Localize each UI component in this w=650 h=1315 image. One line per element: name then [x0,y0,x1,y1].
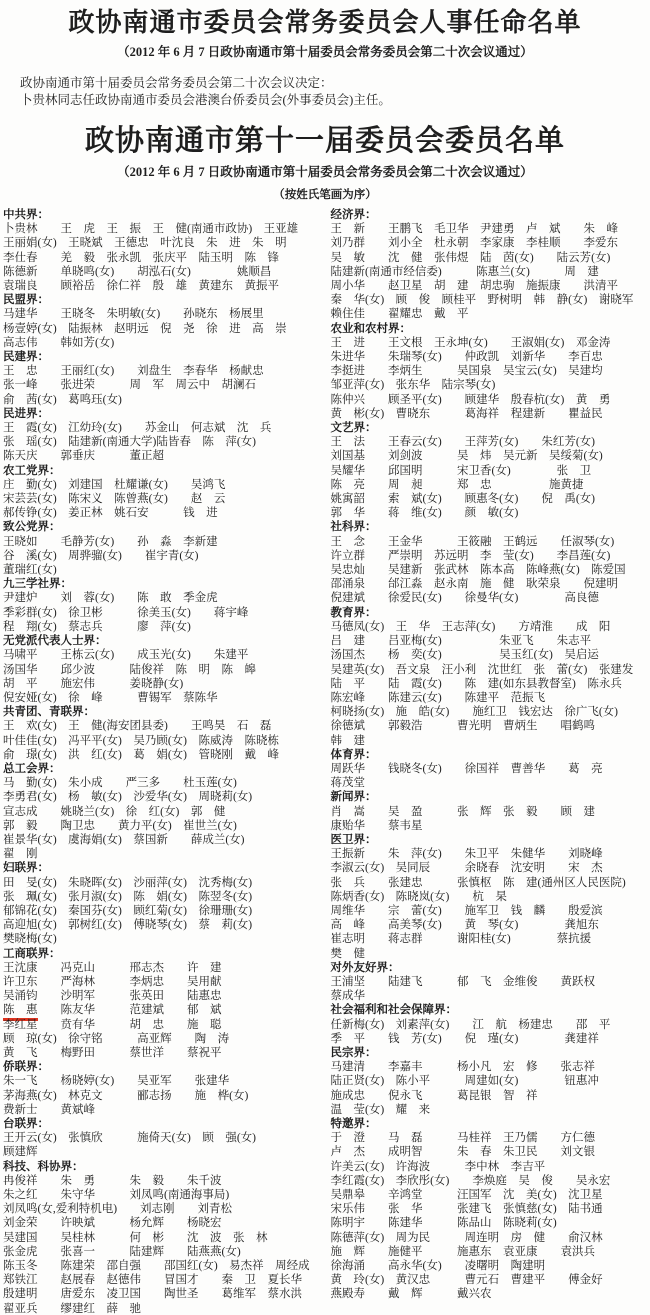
name-row: 刘国基 刘剑波 吴 炜 吴元新 吴绥菊(女) [330,450,603,463]
name-row: 殷建明 唐爱东 凌卫国 陶世圣 葛维军 蔡水洪 [3,1288,302,1301]
name-row: 陆 平 陆 霞(女) 陈 建(如东县教督室) 陈永兵 [330,677,622,690]
name-row: 李红星 贲有华 胡 忠 施 聪 [3,1018,222,1031]
name-row: 张 珮(女) 张月淑(女) 陈 娟(女) 陈翌冬(女) [3,890,253,903]
name-row: 王晓如 毛静芳(女) 孙 淼 李新建 [3,535,218,548]
name-row: 黄 彬(女) 曹晓东 葛海祥 程建新 瞿益民 [330,407,603,420]
name-row: 谷 溪(女) 周骅骝(女) 崔宇青(女) [3,549,199,562]
name-row: 吕 建 吕亚梅(女) 朱亚飞 朱志平 [330,635,592,648]
section [3,1160,326,1315]
section-title: 医卫界： [330,833,377,846]
name-row: 宋芸芸(女) 陈宋义 陈曾燕(女) 赵 云 [3,493,226,506]
name-row: 费新士 黄斌峰 [3,1103,95,1116]
name-row: 蒋茂堂 [330,777,365,790]
name-row: 赖住佳 翟耀忠 戴 平 [330,308,469,321]
name-row: 胡 平 施宏伟 姜晓静(女) [3,677,184,690]
name-row: 吴涌钧 沙明军 张英田 陆惠忠 [3,990,222,1003]
name-row: 高志伟 韩如芳(女) [3,336,115,349]
name-row: 高 峰 高美琴(女) 黄 琴(女) 龚旭东 [330,919,599,932]
roster-title: 政协南通市第十一届委员会委员名单 [84,125,565,157]
name-row: 王 进 王文根 王永坤(女) 王淑娟(女) 邓金涛 [330,336,611,349]
name-row: 周跃华 钱晓冬(女) 徐国祥 曹善华 葛 亮 [330,762,603,775]
name-row: 王 忠 王丽红(女) 刘盘生 李春华 杨献忠 [3,365,264,378]
section [3,762,326,861]
name-row: 郑铁江 赵展春 赵德伟 冒国才 秦 卫 夏长华 [3,1274,302,1287]
section-title: 妇联界： [3,862,49,875]
name-row: 于 澄 马 磊 马桂祥 王乃儒 方仁德 [330,1132,595,1145]
name-row: 马 勤(女) 朱小成 严三多 杜玉莲(女) [3,777,237,790]
name-row: 茅海燕(女) 林克文 郦志扬 施 桦(女) [3,1089,249,1102]
name-row: 马德凤(女) 王 华 王志萍(女) 方靖淮 成 阳 [330,620,611,633]
section-title: 工商联界： [3,947,61,960]
section [3,350,326,407]
section-title: 体育界： [330,748,377,761]
appointment-subtitle: （2012 年 6 月 7 日政协南通市第十届委员会常务委员会第二十次会议通过） [117,45,533,59]
section-title: 教育界： [330,606,377,619]
name-row: 周维华 宗 蕾(女) 施军卫 钱 麟 殷爱滨 [330,904,603,917]
name-row: 陆建新(南通市经信委) 陈惠兰(女) 周 建 [330,265,599,278]
section-title: 民盟界： [3,294,49,307]
section [3,464,326,521]
section [3,947,326,1061]
name-row: 陈天庆 郭垂庆 董正超 [3,450,164,463]
name-row: 李淑云(女) 吴同辰 余晓春 沈安明 宋 杰 [330,862,603,875]
name-row: 倪安娅(女) 徐 峰 曹锡军 蔡陈华 [3,691,218,704]
section-title: 台联界： [3,1118,49,1130]
name-row: 王开云(女) 张慎欣 施倚天(女) 顾 强(女) [3,1132,256,1145]
section-title: 民建界： [3,351,49,364]
section-title: 共青团、青联界： [3,706,95,719]
name-row: 程 翔(女) 蔡志兵 廖 萍(女) [3,620,191,633]
name-row: 王 念 王金华 王筱融 王鹤远 任淑琴(女) [330,535,615,548]
name-row: 崔志明 蒋志群 谢阳桂(女) 蔡抗援 [330,933,592,946]
name-row: 吴耀华 邱国明 宋卫香(女) 张 卫 [330,464,592,477]
section-title: 对外友好界： [330,961,400,974]
name-row: 康贻华 蔡韦星 [330,819,423,832]
section-title: 民宗界： [330,1046,377,1059]
name-row: 刘凤鸣(女,爱利特机电) 刘志刚 刘青松 [3,1203,233,1216]
name-row: 蔡成华 [330,990,365,1003]
name-row: 施成忠 倪永飞 葛昆银 智 祥 [330,1089,538,1102]
name-row: 陈炳香(女) 陈晓岚(女) 杭 杲 [330,890,507,903]
name-row: 王 新 王鹏飞 毛卫华 尹建勇 卢 斌 朱 峰 [330,223,618,236]
section-title: 经济界： [330,209,377,221]
section [331,790,649,833]
name-row: 陈德新 单晓鸣(女) 胡泓石(女) 姚顺昌 [3,265,272,278]
name-row: 郁锦花(女) 秦国芬(女) 顾红菊(女) 徐珊珊(女) [3,904,253,917]
order-note: （按姓氏笔画为序） [273,189,377,201]
name-row: 季彩群(女) 徐卫彬 徐美玉(女) 蒋宇峰 [3,606,249,619]
section [3,293,326,350]
name-row: 王振新 朱 萍(女) 朱卫平 朱健华 刘晓峰 [330,848,603,861]
name-row: 郝传铮(女) 姜正林 姚石安 钱 进 [3,507,218,520]
name-row: 黄 飞 梅野田 蔡世洋 蔡祝平 [3,1046,222,1059]
name-row: 马啸平 王栋云(女) 成玉光(女) 朱建平 [3,649,249,662]
name-row: 许卫东 严海林 李炳忠 吴用献 [3,975,222,988]
name-row: 张 兵 张建忠 张慎枢 陈 建(通州区人民医院) [330,876,626,889]
section-title: 民进界： [3,407,49,420]
decision-line-2: 卜贵林同志任政协南通市委员会港澳台侨委员会(外事委员会)主任。 [20,93,391,107]
column-right [326,208,649,1315]
name-row: 朱之红 朱守华 刘凤鸣(南通海事局) [3,1189,230,1202]
name-row: 王沈康 冯克山 邢志杰 许 建 [3,961,222,974]
name-row: 任新梅(女) 刘素萍(女) 江 航 杨建忠 邵 平 [330,1018,611,1031]
decision-paragraph [20,75,632,109]
name-row: 陈明宇 陈建华 陈品山 陈晓莉(女) [330,1217,557,1230]
name-row: 陈玉冬 陈建荣 邵自强 邵国红(女) 易杰祥 周经成 [3,1260,310,1273]
name-row: 庄 勤(女) 刘建国 杜耀谦(女) 吴鸿飞 [3,478,226,491]
name-row: 宣志成 姚晓兰(女) 徐 红(女) 郭 健 [3,805,226,818]
section-title: 侨联界： [3,1061,49,1074]
section-title: 社会福利和社会保障界： [330,1004,457,1017]
name-row: 马建华 王晓冬 朱明敏(女) 孙晓东 杨展里 [3,308,264,321]
section [3,407,326,464]
section [3,705,326,762]
name-row: 张金虎 张喜一 陆建辉 陆燕燕(女) [3,1245,241,1258]
name-row: 黄 玲(女) 黄汉忠 曹元石 曹建平 傅金好 [330,1274,603,1287]
name-row: 田 旻(女) 朱晓晖(女) 沙丽萍(女) 沈秀梅(女) [3,876,253,889]
name-row: 杨壹婷(女) 陆振林 赵明远 倪 尧 徐 进 高 崇 [3,322,287,335]
name-row: 陆正贤(女) 陈小平 周建如(女) 钮惠冲 [330,1075,599,1088]
section-title: 社科界： [330,521,377,534]
name-row: 许立群 严崇明 苏远明 李 莹(女) 李昌莲(女) [330,549,611,562]
name-row: 樊 健 [330,947,365,960]
name-row: 吴忠灿 吴建新 张武林 陈本高 陈峰燕(女) 陈爱国 [330,564,626,577]
section [3,861,326,946]
name-row: 柯晓扬(女) 施 皓(女) 施红卫 钱宏达 徐广飞(女) [330,706,618,719]
section [331,748,649,791]
name-row: 徐德斌 郭毅浩 曹光明 曹炳生 唱鹤鸣 [330,720,595,733]
decision-line-1: 政协南通市第十届委员会常务委员会第二十次会议决定： [20,76,333,90]
name-row: 朱进华 朱瑞琴(女) 仲政凯 刘新华 李百忠 [330,351,603,364]
name-row: 马建清 李嘉丰 杨小凡 宏 修 张志祥 [330,1061,595,1074]
section-title: 致公党界： [3,521,61,534]
section-title: 无党派代表人士界： [3,635,107,648]
name-row: 顾 琼(女) 徐守铭 高亚辉 陶 涛 [3,1032,230,1045]
name-row: 汤国杰 杨 奕(女) 吴玉红(女) 吴启运 [330,649,599,662]
name-row: 王 霞(女) 江幼玲(女) 苏金山 何志斌 沈 兵 [3,422,272,435]
highlighted-name: 陈 惠 [3,1003,38,1020]
name-row: 翟 刚 [3,848,38,861]
name-row: 郭 毅 陶卫忠 黄力平(女) 崔世兰(女) [3,819,237,832]
name-row: 冉俊祥 朱 勇 朱 毅 朱千波 [3,1174,222,1187]
section [331,1003,649,1046]
section [331,421,649,520]
name-row: 高迎旭(女) 郭树红(女) 傅晓琴(女) 蔡 莉(女) [3,919,253,932]
section-title: 文艺界： [330,422,377,435]
name-row: 肖 嵩 吴 盈 张 辉 张 毅 顾 建 [330,805,595,818]
name-row: 邵涌泉 邰江淼 赵永南 施 健 耿荣泉 倪建明 [330,578,618,591]
section [3,634,326,705]
name-row: 袁瑞良 顾裕岳 徐仁祥 殷 雄 黄建东 黄振平 [3,280,279,293]
name-row: 朱一飞 杨晓婷(女) 吴亚军 张建华 [3,1075,230,1088]
section-title: 新闻界： [330,791,377,804]
section [331,833,649,961]
section [3,208,326,293]
name-row: 张 瑶(女) 陆建新(南通大学)陆皆春 陈 萍(女) [3,436,256,449]
name-row: 吴鼎皋 辛鸿堂 汪国军 沈 美(女) 沈卫星 [330,1189,603,1202]
name-row: 李挺进 李炳生 吴国泉 吴宝云(女) 吴建均 [330,365,603,378]
section-title: 科技、科协界： [3,1160,84,1173]
name-row: 徐海涌 高永华(女) 凌曙明 陶建明 [330,1260,546,1273]
name-row: 倪建斌 徐爱民(女) 徐曼华(女) 高良德 [330,592,599,605]
name-row: 张一峰 张进荣 周 军 周云中 胡澜石 [3,379,256,392]
name-row: 邹亚萍(女) 张东华 陆宗琴(女) [330,379,496,392]
section [331,1117,649,1302]
section [331,208,649,322]
name-row: 许美云(女) 许海波 李中林 李吉平 [330,1160,546,1173]
name-row: 温 莹(女) 耀 来 [330,1103,431,1116]
name-row: 吴 敏 沈 健 张伟煜 陆 茵(女) 陆云芳(女) [330,251,611,264]
name-row: 王浦坚 陆建飞 郁 飞 金维俊 黄跃权 [330,975,595,988]
section [3,520,326,577]
section [3,1117,326,1160]
name-row: 施 辉 施健平 施惠东 袁亚康 袁洪兵 [330,1245,595,1258]
section-title: 总工会界： [3,762,61,775]
name-row: 宋乐伟 张 华 张建飞 张慎慈(女) 陆书通 [330,1203,603,1216]
name-row: 王 法 王春云(女) 王萍芳(女) 朱红芳(女) [330,436,595,449]
name-row: 陈德萍(女) 周为民 周连明 房 健 俞汉林 [330,1231,603,1244]
name-row: 汤国华 邱少波 陆俊祥 陈 明 陈 皞 [3,663,256,676]
section [331,606,649,748]
name-row: 王 欢(女) 王 健(海安团县委) 王鸣昊 石 磊 [3,720,272,733]
name-row: 李仕春 羌 毅 张永凯 张庆平 陆玉明 陈 锋 [3,251,279,264]
section [3,577,326,634]
section-title: 农工党界： [3,464,61,477]
name-row: 郭 华 蒋 维(女) 颜 敏(女) [330,507,519,520]
name-row: 刘乃群 刘小全 杜永朝 李家康 李桂顺 李爱东 [330,237,618,250]
name-row: 尹建炉 刘 蓉(女) 陈 敢 季金虎 [3,592,218,605]
column-left [3,208,326,1315]
name-row: 季 平 钱 芳(女) 倪 瑾(女) 龚建祥 [330,1032,599,1045]
name-row: 王丽娟(女) 王晓斌 王德忠 叶沈良 朱 进 朱 明 [3,237,287,250]
name-row: 陈 亮 周 昶 郑 忠 施黄捷 [330,478,584,491]
name-row: 卜贵林 王 虎 王 振 王 健(南通市政协) 王亚雄 [3,223,299,236]
name-row: 姚寓韶 索 斌(女) 顾惠冬(女) 倪 禹(女) [330,493,595,506]
name-row: 秦 华(女) 顾 俊 顾桂平 野树明 韩 静(女) 谢晓军 [330,294,634,307]
name-row: 顾建辉 [3,1146,38,1159]
name-row: 燕殿寿 戴 辉 戴兴农 [330,1288,492,1301]
roster-subtitle: （2012 年 6 月 7 日政协南通市第十届委员会常务委员会第二十次会议通过） [117,165,533,179]
section [331,322,649,421]
name-row: 周小华 赵卫星 胡 建 胡忠驹 施振康 洪清平 [330,280,618,293]
name-row: 卢 杰 成明智 朱 春 朱卫民 刘文银 [330,1146,595,1159]
name-row: 樊晓梅(女) [3,933,57,946]
name-row: 陈仲兴 顾圣平(女) 顾建华 殷春杭(女) 黄 勇 [330,393,611,406]
section-title: 特邀界： [330,1118,377,1130]
name-columns [0,208,650,1315]
name-row: 翟亚兵 缪建红 薛 驰 [3,1302,141,1315]
name-row: 吴建英(女) 吾文泉 汪小利 沈世红 张 蕾(女) 张建发 [330,663,634,676]
section-title: 中共界： [3,209,49,221]
section-title: 九三学社界： [3,578,72,591]
name-row: 吴建国 吴桂林 何 彬 沈 波 张 林 [3,1231,268,1244]
section-title: 农业和农村界： [330,322,411,335]
appointment-title: 政协南通市委员会常务委员会人事任命名单 [68,8,582,37]
section [331,520,649,605]
name-row: 李勇君(女) 杨 敏(女) 沙爱华(女) 周晓莉(女) [3,791,253,804]
name-row: 陈 惠 陈友华 范建斌 郁 斌 [3,1003,326,1017]
name-row: 韩 建 [330,734,365,747]
name-row: 李红霞(女) 李欣彤(女) 李焕庭 吴 俊 吴永宏 [330,1174,611,1187]
name-row: 陈宏峰 陈建云(女) 陈建平 范振飞 [330,691,546,704]
section [3,1060,326,1117]
section [331,1046,649,1117]
name-row: 刘金荣 许映斌 杨允辉 杨晓宏 [3,1217,222,1230]
section [331,961,649,1004]
name-row: 叶佳佳(女) 冯平平(女) 吴乃顾(女) 陈威涛 陈晓栋 [3,734,279,747]
name-row: 俞 茜(女) 葛鸣珏(女) [3,393,122,406]
name-row: 董瑞红(女) [3,564,57,577]
name-row: 崔景华(女) 虞海娟(女) 蔡国新 薛成兰(女) [3,833,245,846]
name-row: 俞 璟(女) 洪 红(女) 葛 娟(女) 管晓刚 戴 峰 [3,748,279,761]
